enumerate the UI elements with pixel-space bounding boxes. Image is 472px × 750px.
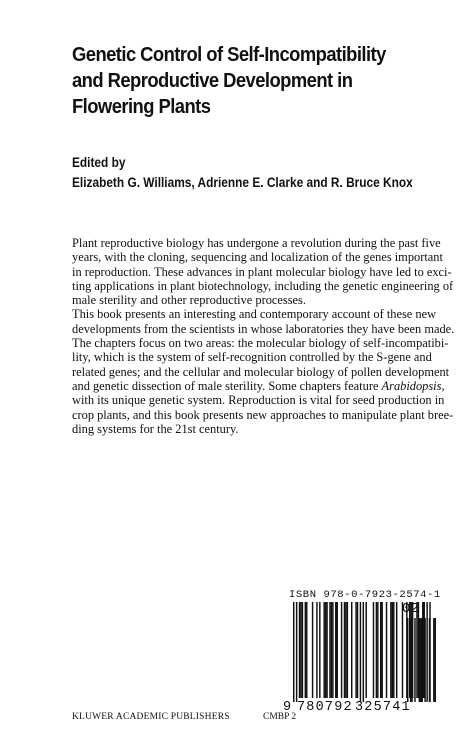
text-line: lity, which is the system of self-recognition controlled by the S-gene and: [72, 350, 432, 365]
addon-bar: [429, 618, 430, 702]
barcode-bar: [329, 602, 330, 698]
text-line: ding systems for the 21st century.: [72, 421, 239, 436]
text-segment: ,: [441, 378, 445, 393]
barcode-bar: [381, 602, 382, 698]
editor-names: Elizabeth G. Williams, Adrienne E. Clarke and R. Bruce Knox: [72, 175, 413, 190]
barcode-bar: [299, 602, 300, 698]
addon-bar: [424, 618, 425, 702]
barcode-bar: [305, 602, 306, 698]
barcode-bar: [366, 602, 367, 698]
text-line: with its unique genetic system. Reproduction is vital for seed production in: [72, 393, 445, 408]
barcode-bar: [390, 602, 391, 698]
barcode-bar: [325, 602, 326, 698]
barcode-bar: [355, 602, 356, 698]
barcode-bar: [416, 602, 417, 698]
barcode-bar: [373, 602, 374, 698]
addon-bar: [411, 618, 412, 702]
barcode-bar: [323, 602, 324, 698]
barcode-bar: [296, 602, 297, 702]
edited-by-label: Edited by: [72, 155, 126, 170]
addon-bar: [407, 618, 408, 702]
barcode-bar: [380, 602, 381, 698]
barcode-bar: [319, 602, 320, 698]
barcode-bar: [396, 602, 397, 698]
barcode-bar: [376, 602, 377, 698]
barcode-bar: [377, 602, 378, 698]
text-line: related genes; and the cellular and molecular biology of pollen development: [72, 364, 450, 379]
barcode-digits-left: 780792: [297, 700, 353, 715]
barcode-bar: [393, 602, 394, 698]
barcode-bar: [402, 602, 403, 698]
title-line-1: Genetic Control of Self-Incompatibility: [72, 44, 386, 66]
barcode-bar: [337, 602, 338, 698]
italic-species-name: Arabidopsis: [381, 378, 442, 393]
description-paragraph-1: [72, 236, 454, 308]
barcode-bar: [386, 602, 387, 698]
text-line: This book presents an interesting and contemporary account of these new: [72, 307, 437, 322]
title-line-3: Flowering Plants: [72, 96, 211, 118]
barcode-bar: [426, 602, 427, 702]
barcode-bar: [331, 602, 332, 698]
text-line: years, with the cloning, sequencing and localization of the genes important: [72, 250, 443, 265]
description-paragraph-2: [72, 307, 455, 436]
text-line: male sterility and other reproductive processes.: [72, 293, 306, 308]
barcode-bar: [351, 602, 352, 698]
barcode-bar: [347, 602, 348, 698]
barcode-bar: [300, 602, 301, 698]
text-line: The chapters focus on two areas: the molecular biology of self-incompatibi-: [72, 336, 449, 351]
barcode-graphic: [283, 602, 443, 702]
addon-bar: [419, 618, 420, 702]
barcode-bar: [306, 602, 307, 698]
addon-bar: [420, 618, 421, 702]
barcode-bar: [326, 602, 327, 698]
barcode-bar: [293, 602, 294, 702]
text-line: developments from the scientists in whose laboratories they have been made.: [72, 321, 455, 336]
text-line: [72, 378, 445, 393]
publisher-name: KLUWER ACADEMIC PUBLISHERS: [72, 712, 230, 722]
barcode-bar: [392, 602, 393, 698]
barcode-bar: [344, 602, 345, 698]
barcode-digit-first: 9: [283, 700, 292, 715]
text-line: Plant reproductive biology has undergone a revolution during the past five: [72, 236, 441, 250]
title-line-2: and Reproductive Development in: [72, 70, 353, 92]
barcode-bar: [332, 602, 333, 698]
text-line: ting applications in plant biotechnology, including the genetic engineering of: [72, 278, 454, 293]
text-segment: and genetic dissection of male sterility. Some chapters feature: [72, 378, 382, 393]
addon-bar: [433, 618, 434, 702]
barcode-bar: [363, 602, 364, 702]
barcode-bar: [345, 602, 346, 698]
barcode-bar: [302, 602, 303, 698]
addon-bar: [410, 618, 411, 702]
book-title: [72, 42, 403, 120]
barcode-bar: [316, 602, 317, 698]
text-line: in reproduction. These advances in plant molecular biology have led to exci-: [72, 264, 452, 279]
barcode-bar: [341, 602, 342, 698]
text-line: crop plants, and this book presents new approaches to manipulate plant bree-: [72, 407, 454, 422]
barcode-bar: [312, 602, 313, 698]
addon-bar: [414, 618, 415, 702]
isbn-number: ISBN 978-0-7923-2574-1: [289, 589, 441, 601]
barcode-digits-right: 325741: [355, 700, 411, 715]
series-code: CMBP 2: [263, 712, 297, 722]
barcode-bar: [335, 602, 336, 698]
editors-block: [72, 153, 413, 193]
addon-bar: [422, 618, 423, 702]
book-description: [72, 236, 455, 436]
barcode-bar: [360, 602, 361, 702]
addon-bar: [435, 618, 436, 702]
barcode-bar: [357, 602, 358, 698]
